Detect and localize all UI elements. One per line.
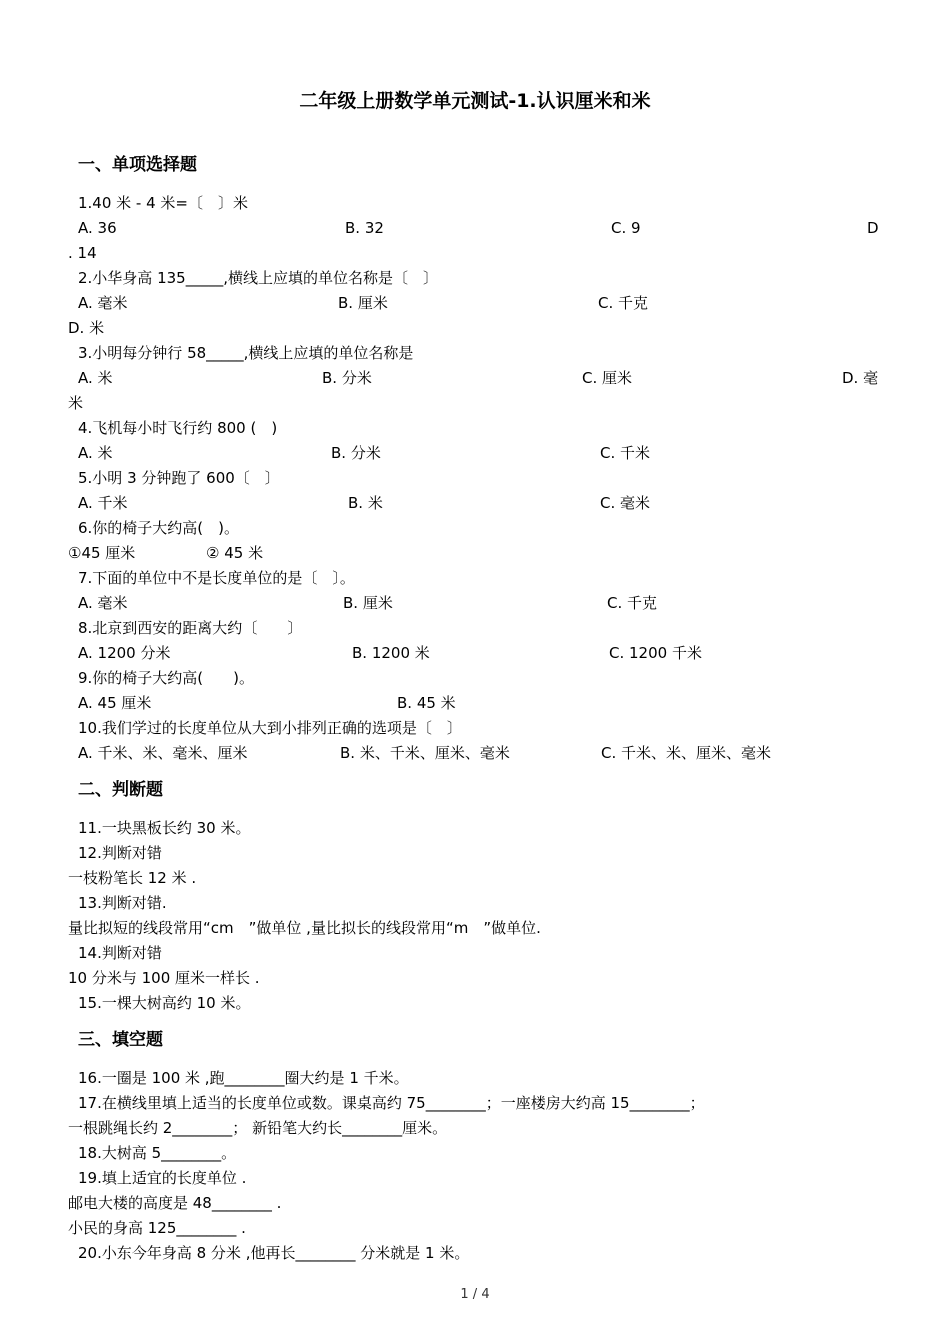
- question-20: 20.小东今年身高 8 分米 ,他再长________ 分米就是 1 米。: [78, 1244, 470, 1262]
- question-18: 18.大树高 5________。: [78, 1144, 237, 1162]
- q6-option-1: ①45 厘米: [68, 544, 136, 562]
- q2-option-a: A. 毫米: [78, 294, 128, 312]
- q12-body: 一枝粉笔长 12 米 .: [68, 869, 197, 887]
- question-16: 16.一圈是 100 米 ,跑________圈大约是 1 千米。: [78, 1069, 409, 1087]
- q8-option-a: A. 1200 分米: [78, 644, 171, 662]
- question-10: 10.我们学过的长度单位从大到小排列正确的选项是〔 〕: [78, 719, 462, 737]
- question-14: 14.判断对错: [78, 944, 162, 962]
- q13-body: 量比拟短的线段常用“cm ”做单位 ,量比拟长的线段常用“m ”做单位.: [68, 919, 541, 937]
- section-heading-choice: 一、单项选择题: [78, 155, 197, 175]
- q2-option-c: C. 千克: [598, 294, 649, 312]
- q2-option-b: B. 厘米: [338, 294, 388, 312]
- q1-option-d-wrap: . 14: [68, 244, 97, 262]
- q1-option-c: C. 9: [611, 219, 641, 237]
- q19-line2: 小民的身高 125________ .: [68, 1219, 246, 1237]
- q10-option-a: A. 千米、米、毫米、厘米: [78, 744, 248, 762]
- q5-option-a: A. 千米: [78, 494, 128, 512]
- q10-option-b: B. 米、千米、厘米、毫米: [340, 744, 510, 762]
- q4-option-a: A. 米: [78, 444, 113, 462]
- q3-option-d: D. 毫: [842, 369, 879, 387]
- question-19: 19.填上适宜的长度单位 .: [78, 1169, 247, 1187]
- q8-option-c: C. 1200 千米: [609, 644, 702, 662]
- question-11: 11.一块黑板长约 30 米。: [78, 819, 251, 837]
- question-12: 12.判断对错: [78, 844, 162, 862]
- q1-option-b: B. 32: [345, 219, 384, 237]
- question-6: 6.你的椅子大约高( )。: [78, 519, 240, 537]
- q7-option-c: C. 千克: [607, 594, 658, 612]
- q3-option-a: A. 米: [78, 369, 113, 387]
- q2-option-d: D. 米: [68, 319, 105, 337]
- section-heading-fill: 三、填空题: [78, 1030, 163, 1050]
- question-13: 13.判断对错.: [78, 894, 167, 912]
- q3-option-b: B. 分米: [322, 369, 372, 387]
- question-7: 7.下面的单位中不是长度单位的是〔 〕。: [78, 569, 355, 587]
- q5-option-c: C. 毫米: [600, 494, 651, 512]
- question-8: 8.北京到西安的距离大约〔 〕: [78, 619, 303, 637]
- q4-option-c: C. 千米: [600, 444, 651, 462]
- question-5: 5.小明 3 分钟跑了 600〔 〕: [78, 469, 280, 487]
- q4-option-b: B. 分米: [331, 444, 381, 462]
- question-2: 2.小华身高 135_____,横线上应填的单位名称是〔 〕: [78, 269, 438, 287]
- q6-option-2: ② 45 米: [206, 544, 264, 562]
- q7-option-a: A. 毫米: [78, 594, 128, 612]
- page-number: 1 / 4: [460, 1287, 490, 1302]
- q14-body: 10 分米与 100 厘米一样长 .: [68, 969, 260, 987]
- q5-option-b: B. 米: [348, 494, 383, 512]
- q8-option-b: B. 1200 米: [352, 644, 430, 662]
- q10-option-c: C. 千米、米、厘米、毫米: [601, 744, 772, 762]
- q9-option-a: A. 45 厘米: [78, 694, 152, 712]
- page-title: 二年级上册数学单元测试-1.认识厘米和米: [299, 90, 651, 112]
- question-1: 1.40 米 - 4 米=〔 〕米: [78, 194, 248, 212]
- q1-option-d: D: [867, 219, 879, 237]
- q3-option-c: C. 厘米: [582, 369, 633, 387]
- q1-option-a: A. 36: [78, 219, 117, 237]
- q17-line2: 一根跳绳长约 2________； 新铅笔大约长________厘米。: [68, 1119, 448, 1137]
- question-15: 15.一棵大树高约 10 米。: [78, 994, 251, 1012]
- q19-line1: 邮电大楼的高度是 48________ .: [68, 1194, 282, 1212]
- q7-option-b: B. 厘米: [343, 594, 393, 612]
- question-17: 17.在横线里填上适当的长度单位或数。课桌高约 75________；一座楼房大约高 15________；: [78, 1094, 705, 1112]
- q9-option-b: B. 45 米: [397, 694, 456, 712]
- question-4: 4.飞机每小时飞行约 800 ( ): [78, 419, 278, 437]
- section-heading-judge: 二、判断题: [78, 780, 163, 800]
- q3-option-d-wrap: 米: [68, 394, 84, 412]
- question-3: 3.小明每分钟行 58_____,横线上应填的单位名称是: [78, 344, 414, 362]
- question-9: 9.你的椅子大约高( )。: [78, 669, 255, 687]
